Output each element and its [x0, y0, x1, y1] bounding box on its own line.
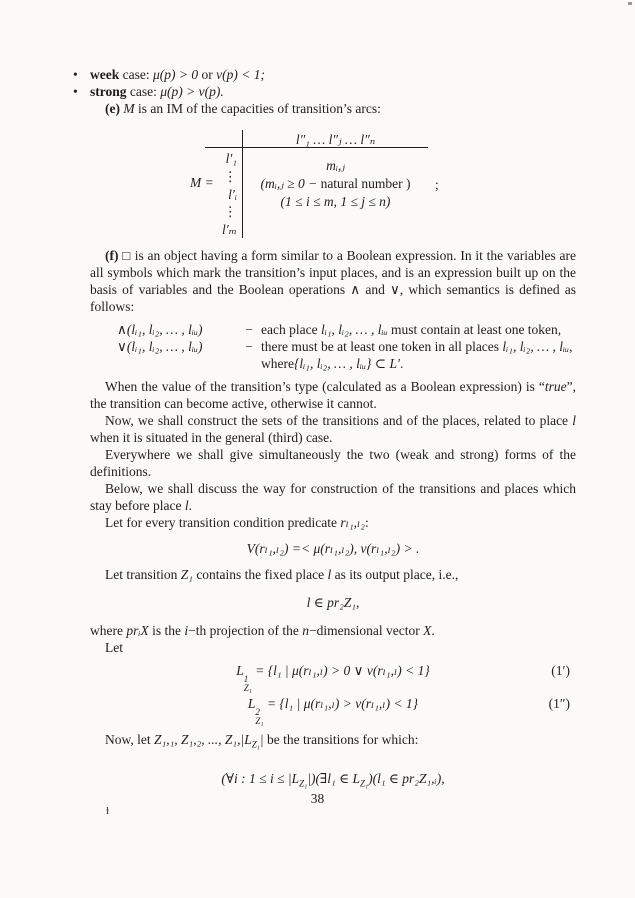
- case-name: strong: [90, 84, 127, 99]
- or-expression: ∨(lᵢ₁, lᵢ₂, … , lᵢᵤ): [117, 339, 203, 354]
- dash: −: [245, 339, 253, 354]
- page-number: 38: [310, 791, 325, 806]
- text-column: [73, 66, 576, 801]
- equation-tag: (1′): [551, 663, 570, 678]
- case-text: case:: [126, 84, 161, 99]
- eq-body: = {l₁ | μ(rₗ₁,ₗ) > 0 ∨ ν(rₗ₁,ₗ) < 1}: [251, 663, 430, 678]
- case-text: or: [198, 67, 217, 82]
- matrix-lhs-label: M =: [190, 175, 214, 190]
- matrix-semicolon: ;: [435, 177, 439, 192]
- paragraph-now-construct: [90, 412, 576, 446]
- para-math: n: [302, 623, 309, 638]
- item-e-math: M: [123, 101, 135, 116]
- para-math: l: [184, 498, 189, 513]
- para-math: Z₁: [180, 567, 193, 582]
- paragraph-let: [90, 639, 576, 656]
- item-e-label: (e): [105, 101, 120, 116]
- or-meaning: [261, 338, 573, 372]
- eq-sup: 1: [243, 674, 249, 684]
- case-name: week: [90, 67, 120, 82]
- eq-body: = {l₁ | μ(rₗ₁,ₗ) > ν(rₗ₁,ₗ) < 1}: [263, 696, 419, 711]
- para-text: contains the fixed place: [192, 567, 328, 582]
- matrix-column-header: l″₁ … l″ⱼ … l″ₙ: [242, 130, 428, 148]
- matrix-body: [242, 148, 428, 238]
- case-math: ν(p) < 1;: [216, 67, 265, 82]
- eq-text: (∀i : 1 ≤ i ≤ |L: [221, 770, 300, 786]
- para-text: When the value of the transition’s type (calculated as a Boolean expression) is “: [105, 379, 545, 394]
- eq-subscript: Z₁: [299, 778, 308, 789]
- matrix-corner-cell: [205, 130, 242, 148]
- eq-sup: 2: [255, 707, 260, 717]
- matrix-condition-text: natural number ): [320, 176, 411, 191]
- item-e-line: [90, 100, 576, 117]
- eq-text: )(l₁ ∈ pr₂Z₁,ᵢ),: [368, 770, 445, 786]
- para-text: Now, we shall construct the sets of the transitions and of the places, related to place: [105, 413, 573, 428]
- matrix-row-label: l′ᵢ: [228, 186, 237, 202]
- and-expression: ∧(lᵢ₁, lᵢ₂, … , lᵢᵤ): [117, 322, 203, 337]
- eq-base: L: [247, 696, 256, 711]
- matrix-condition-math: (mᵢ,ⱼ ≥ 0 −: [260, 176, 321, 191]
- para-text: is the: [148, 623, 185, 638]
- matrix-row-label: l′ₘ: [222, 222, 237, 237]
- bullet-icon: •: [73, 84, 78, 99]
- eq-subscript: Z₁: [359, 778, 369, 789]
- case-bullet-list: [73, 66, 576, 100]
- equation-v-predicate: V(rₗ₁,ₗ₂) =< μ(rₗ₁,ₗ₂), ν(rₗ₁,ₗ₂) > .: [246, 541, 420, 556]
- eq-sub: Z₁: [255, 716, 264, 726]
- eq-supsub: [244, 675, 252, 693]
- def-math: lᵢ₁, lᵢ₂, … , lᵢᵤ: [320, 322, 388, 337]
- matrix-grid: [205, 130, 576, 238]
- para-text: .: [188, 498, 192, 513]
- paragraph-now-let-transitions: [90, 731, 576, 754]
- matrix-row-label: l′₁: [225, 151, 237, 166]
- paragraph-let-transition: [90, 566, 576, 583]
- paragraph-when-value: [90, 378, 576, 412]
- para-math: |: [259, 732, 264, 747]
- scan-artifact: [628, 2, 632, 5]
- para-text: −th projection of the: [188, 623, 303, 638]
- para-math: true: [544, 379, 567, 394]
- para-text: Everywhere we shall give simultaneously the two (weak and strong) forms of the definitions.: [90, 447, 576, 479]
- vertical-dots: ⋮: [223, 204, 237, 220]
- para-text: −dimensional vector: [308, 623, 424, 638]
- def-text: each place: [261, 322, 321, 337]
- para-text: be the transitions for which:: [263, 732, 419, 747]
- def-text: , where: [261, 339, 573, 371]
- para-math: l: [327, 567, 332, 582]
- matrix-entry: mᵢ,ⱼ: [326, 158, 345, 173]
- stray-ink-mark: ⱡ: [106, 805, 110, 817]
- eq-sub: Z₁: [243, 683, 252, 693]
- bullet-week-case: [73, 66, 576, 83]
- and-meaning: [261, 321, 573, 338]
- bullet-icon: •: [73, 67, 78, 82]
- equation-forall: [90, 770, 576, 793]
- paragraph-where-projection: [90, 622, 576, 639]
- matrix-index-range: (1 ≤ i ≤ m, 1 ≤ j ≤ n): [280, 194, 391, 209]
- equation-1-doubleprime: [90, 693, 576, 726]
- case-math: μ(p) > ν(p).: [160, 84, 224, 99]
- para-subscript: Z₁: [251, 739, 260, 750]
- para-math: Z₁,₁, Z₁,₂, ..., Z₁,|L: [154, 732, 252, 747]
- para-math: X: [423, 623, 432, 638]
- semantics-definitions: [117, 321, 576, 372]
- para-text: :: [365, 515, 369, 530]
- para-math: prᵢX: [126, 623, 149, 638]
- def-text: there must be at least one token in all places: [261, 339, 503, 354]
- equation-group-L: [90, 660, 576, 726]
- para-text: as its output place, i.e.,: [331, 567, 459, 582]
- matrix-row-labels: [205, 148, 242, 238]
- para-text: when it is situated in the general (third) case.: [90, 430, 333, 445]
- equation-1-prime: [90, 660, 576, 693]
- bullet-strong-case: [73, 83, 576, 100]
- def-math: lᵢ₁, lᵢ₂, … , lᵢᵤ: [502, 339, 570, 354]
- item-f-label: (f): [105, 248, 119, 263]
- para-text: Let: [105, 640, 123, 655]
- para-text: .: [431, 623, 435, 638]
- para-text: Let transition: [105, 567, 181, 582]
- para-text: Now, let: [105, 732, 154, 747]
- def-text: must contain at least one token,: [387, 322, 562, 337]
- eq-supsub: [255, 708, 263, 726]
- para-math: rₗ₁,ₗ₂: [340, 515, 365, 530]
- para-text: ”, the transition can become active, otherwise it cannot.: [90, 379, 576, 411]
- eq-base: L: [236, 663, 244, 678]
- para-math: l: [572, 413, 576, 428]
- equation-tag: (1″): [548, 696, 570, 711]
- paragraph-let-predicate: [90, 514, 576, 531]
- item-f-paragraph: [90, 247, 576, 315]
- case-text: case:: [119, 67, 153, 82]
- case-math: μ(p) > 0: [152, 67, 199, 82]
- para-math: i: [184, 623, 189, 638]
- eq-text: |)(∃l₁ ∈ L: [307, 770, 360, 786]
- para-text: Below, we shall discuss the way for construction of the transitions and places which stay before place: [90, 481, 576, 513]
- def-math: {lᵢ₁, lᵢ₂, … , lᵢᵤ} ⊂ L′: [293, 356, 400, 371]
- paragraph-below: [90, 480, 576, 514]
- item-f-text: □ is an object having a form similar to a Boolean expression. In it the variables are all symbols which mark the transition’s input places, and is an expression built up on the basis of variables and the Boolean operations ∧ and ∨, which semantics is defined as follows:: [90, 248, 576, 314]
- def-text: .: [399, 356, 404, 371]
- capacity-matrix: [90, 130, 576, 238]
- item-e-text: is an IM of the capacities of transition’s arcs:: [134, 101, 381, 116]
- para-text: Let for every transition condition predicate: [105, 515, 341, 530]
- para-text: where: [90, 623, 127, 638]
- dash: −: [245, 322, 253, 337]
- matrix-condition: [243, 175, 428, 193]
- equation-membership: l ∈ pr₂Z₁,: [306, 595, 360, 610]
- paragraph-everywhere: [90, 446, 576, 480]
- vertical-dots: ⋮: [223, 168, 237, 184]
